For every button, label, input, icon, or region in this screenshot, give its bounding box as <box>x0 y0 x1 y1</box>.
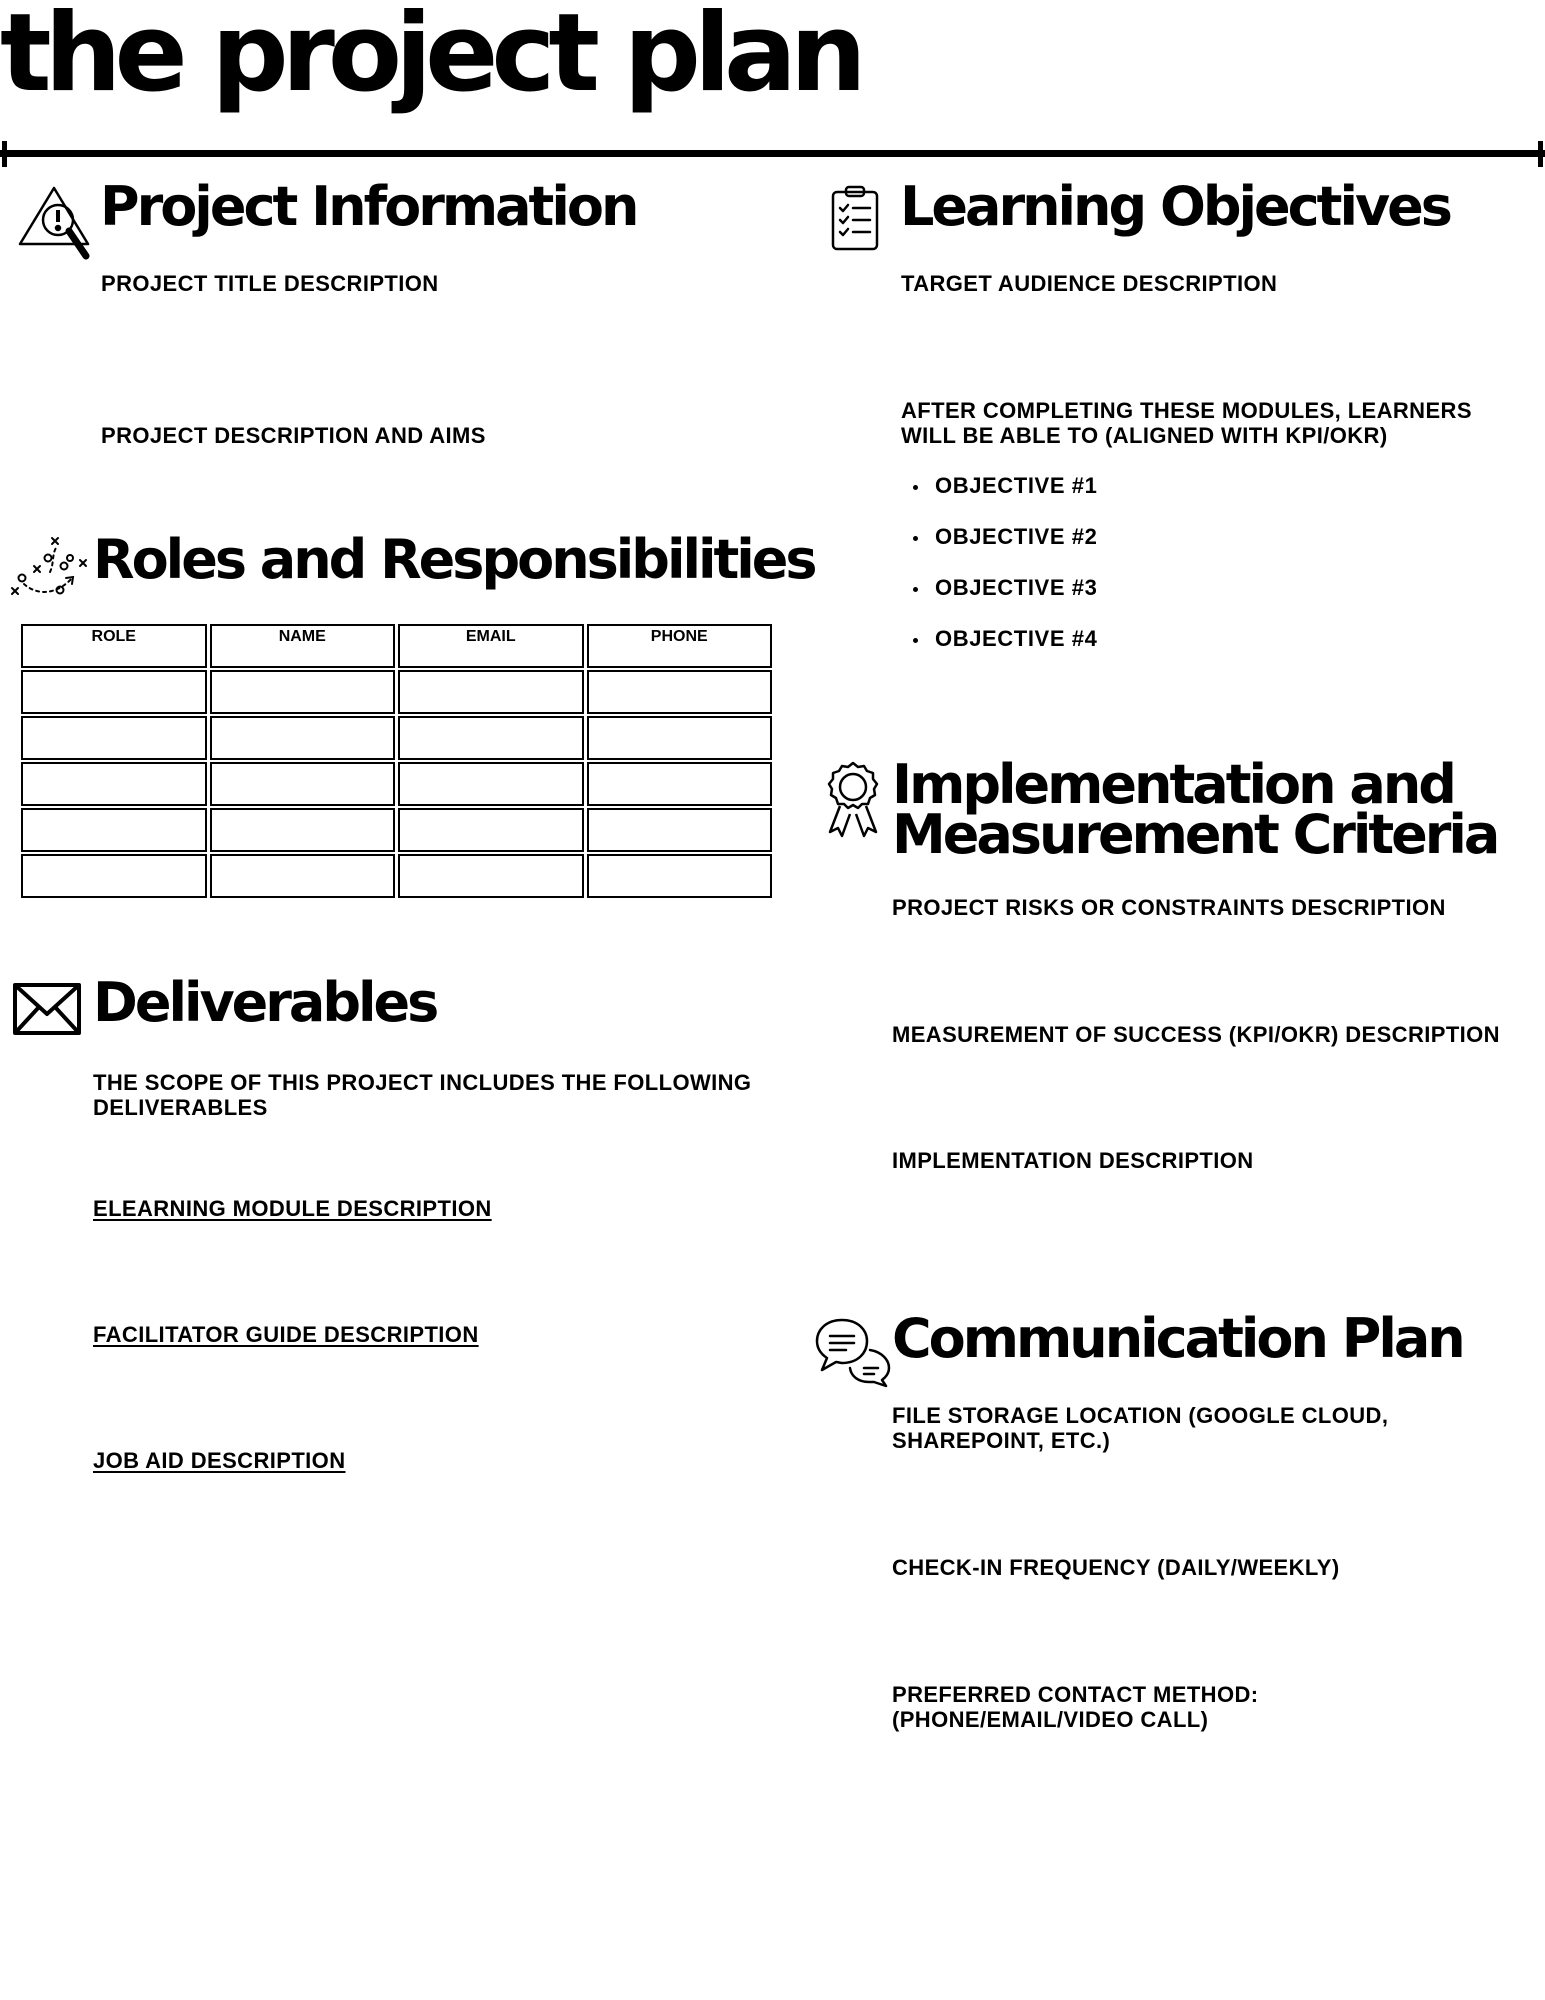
warning-search-icon <box>18 182 94 262</box>
table-cell[interactable] <box>210 854 396 898</box>
table-cell[interactable] <box>587 670 773 714</box>
table-cell[interactable] <box>21 854 207 898</box>
page-title: the project plan <box>0 0 860 116</box>
communication-plan-heading: Communication Plan <box>892 1307 1463 1370</box>
list-item: OBJECTIVE #3 <box>905 570 1097 621</box>
envelope-icon <box>12 982 82 1036</box>
chat-bubbles-icon <box>814 1316 892 1388</box>
table-cell[interactable] <box>21 808 207 852</box>
project-risks-description: PROJECT RISKS OR CONSTRAINTS DESCRIPTION <box>892 895 1446 920</box>
implementation-heading-line2: Measurement Criteria <box>892 803 1498 866</box>
deliverables-heading: Deliverables <box>93 971 437 1034</box>
table-row <box>21 716 772 760</box>
table-row <box>21 808 772 852</box>
column-header-role: ROLE <box>21 624 207 668</box>
title-divider-cap-left <box>2 141 7 167</box>
table-cell[interactable] <box>587 716 773 760</box>
table-cell[interactable] <box>210 762 396 806</box>
implementation-heading-line1: Implementation and <box>892 753 1454 816</box>
objectives-list <box>905 468 1097 672</box>
table-cell[interactable] <box>210 670 396 714</box>
table-cell[interactable] <box>587 808 773 852</box>
roles-heading: Roles and Responsibilities <box>93 528 815 591</box>
table-cell[interactable] <box>210 716 396 760</box>
implementation-description: IMPLEMENTATION DESCRIPTION <box>892 1148 1254 1173</box>
roles-table-header <box>21 624 772 668</box>
strategy-play-icon <box>10 536 88 598</box>
column-header-email: EMAIL <box>398 624 584 668</box>
column-header-phone: PHONE <box>587 624 773 668</box>
award-ribbon-icon <box>824 760 882 838</box>
clipboard-checklist-icon <box>830 184 880 252</box>
list-item: OBJECTIVE #2 <box>905 519 1097 570</box>
table-row <box>21 762 772 806</box>
job-aid-description: JOB AID DESCRIPTION <box>93 1448 346 1473</box>
objectives-intro: AFTER COMPLETING THESE MODULES, LEARNERS WILL BE ABLE TO (ALIGNED WITH KPI/OKR) <box>901 398 1472 448</box>
facilitator-guide-description: FACILITATOR GUIDE DESCRIPTION <box>93 1322 479 1347</box>
table-cell[interactable] <box>21 762 207 806</box>
project-title-description: PROJECT TITLE DESCRIPTION <box>101 271 439 296</box>
check-in-frequency: CHECK-IN FREQUENCY (DAILY/WEEKLY) <box>892 1555 1340 1580</box>
table-cell[interactable] <box>587 854 773 898</box>
table-cell[interactable] <box>398 670 584 714</box>
list-item: OBJECTIVE #4 <box>905 621 1097 672</box>
table-row <box>21 670 772 714</box>
deliverables-intro: THE SCOPE OF THIS PROJECT INCLUDES THE FOLLOWING DELIVERABLES <box>93 1070 752 1120</box>
table-row <box>21 854 772 898</box>
table-cell[interactable] <box>398 762 584 806</box>
project-description-aims: PROJECT DESCRIPTION AND AIMS <box>101 423 486 448</box>
preferred-contact-method: PREFERRED CONTACT METHOD: (PHONE/EMAIL/VIDEO CALL) <box>892 1682 1259 1732</box>
list-item: OBJECTIVE #1 <box>905 468 1097 519</box>
title-divider-cap-right <box>1538 141 1543 167</box>
learning-objectives-heading: Learning Objectives <box>900 175 1450 238</box>
file-storage-location: FILE STORAGE LOCATION (GOOGLE CLOUD, SHAREPOINT, ETC.) <box>892 1403 1389 1453</box>
table-cell[interactable] <box>398 716 584 760</box>
table-cell[interactable] <box>21 716 207 760</box>
project-information-heading: Project Information <box>100 175 637 238</box>
table-cell[interactable] <box>210 808 396 852</box>
table-cell[interactable] <box>587 762 773 806</box>
measurement-of-success-description: MEASUREMENT OF SUCCESS (KPI/OKR) DESCRIPTION <box>892 1022 1500 1047</box>
table-cell[interactable] <box>21 670 207 714</box>
table-cell[interactable] <box>398 854 584 898</box>
table-cell[interactable] <box>398 808 584 852</box>
roles-table <box>18 622 775 900</box>
title-divider <box>0 150 1545 157</box>
column-header-name: NAME <box>210 624 396 668</box>
elearning-module-description: ELEARNING MODULE DESCRIPTION <box>93 1196 492 1221</box>
target-audience-description: TARGET AUDIENCE DESCRIPTION <box>901 271 1278 296</box>
